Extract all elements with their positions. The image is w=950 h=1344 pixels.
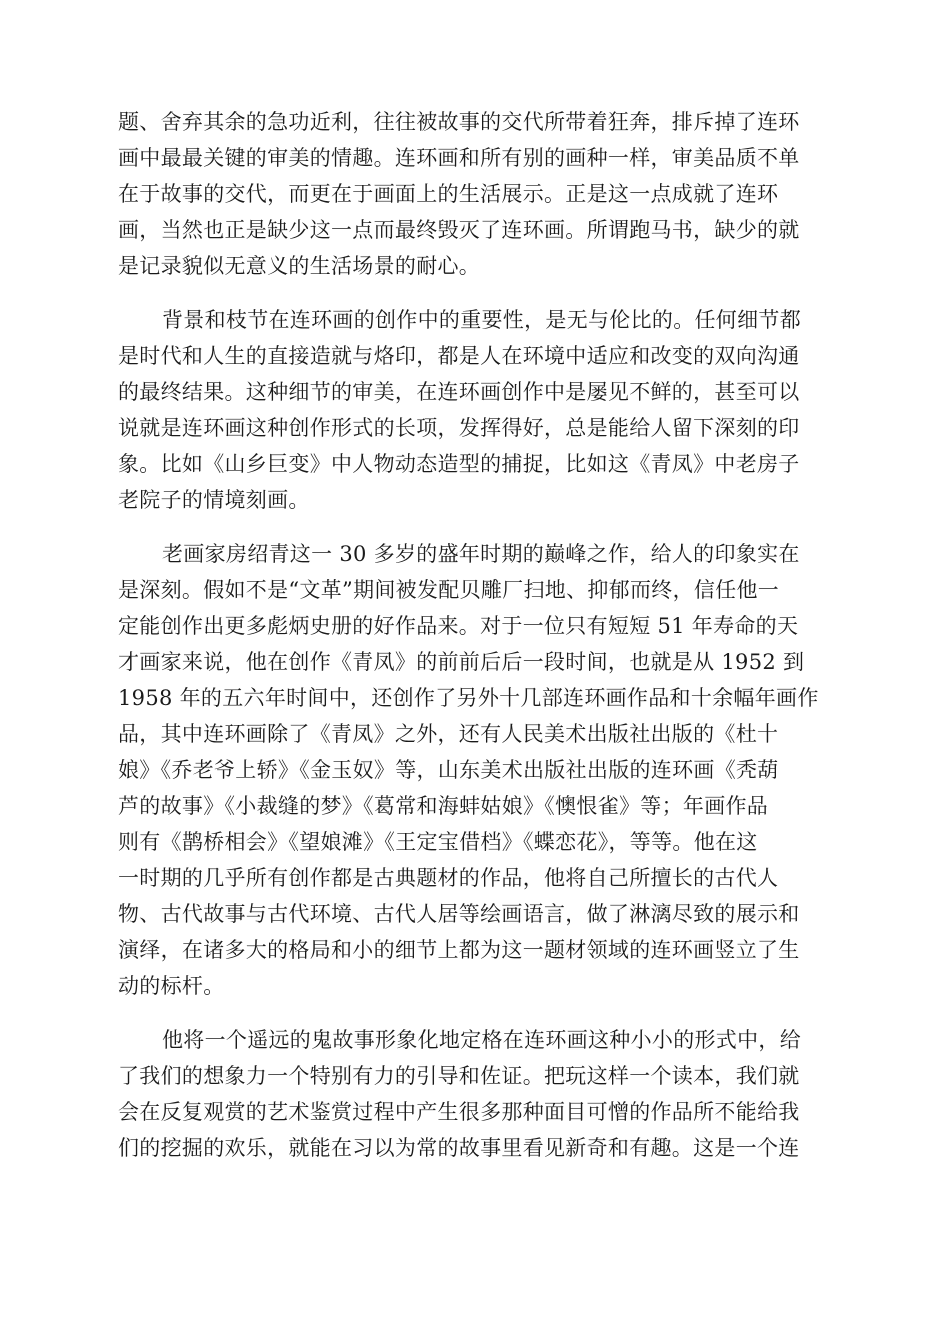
text-line: 老院子的情境刻画。: [118, 488, 310, 512]
text-line: 画，当然也正是缺少这一点而最终毁灭了连环画。所谓跑马书，缺少的就: [118, 218, 800, 242]
text-line: 题、舍弃其余的急功近利，往往被故事的交代所带着狂奔，排斥掉了连环: [118, 110, 800, 134]
text-line: 的最终结果。这种细节的审美，在连环画创作中是屡见不鲜的，甚至可以: [118, 380, 800, 404]
text-line: 是深刻。假如不是“文革”期间被发配贝雕厂扫地、抑郁而终，信任他一: [118, 578, 780, 602]
text-line: 们的挖掘的欢乐，就能在习以为常的故事里看见新奇和有趣。这是一个连: [118, 1136, 800, 1160]
document-body: [118, 104, 832, 1166]
text-line: 象。比如《山乡巨变》中人物动态造型的捕捉，比如这《青凤》中老房子: [118, 452, 800, 476]
paragraph-3: [118, 536, 832, 1004]
paragraph-spacer: [118, 518, 832, 536]
text-line: 画中最最关键的审美的情趣。连环画和所有别的画种一样，审美品质不单: [118, 146, 800, 170]
text-line: 物、古代故事与古代环境、古代人居等绘画语言，做了淋漓尽致的展示和: [118, 902, 800, 926]
text-line: 则有《鹊桥相会》《望娘滩》《王定宝借档》《蝶恋花》，等等。他在这: [118, 830, 758, 854]
text-line: 品，其中连环画除了《青凤》之外，还有人民美术出版社出版的《杜十: [118, 722, 779, 746]
paragraph-4: [118, 1022, 832, 1166]
text-line: 会在反复观赏的艺术鉴赏过程中产生很多那种面目可憎的作品所不能给我: [118, 1100, 800, 1124]
paragraph-spacer: [118, 1004, 832, 1022]
text-line: 定能创作出更多彪炳史册的好作品来。对于一位只有短短 51 年寿命的天: [118, 614, 799, 638]
text-line: 一时期的几乎所有创作都是古典题材的作品，他将自己所擅长的古代人: [118, 866, 779, 890]
text-line: 在于故事的交代，而更在于画面上的生活展示。正是这一点成就了连环: [118, 182, 779, 206]
text-line: 芦的故事》《小裁缝的梦》《葛常和海蚌姑娘》《懊恨雀》等；年画作品: [118, 794, 769, 818]
paragraph-2: [118, 302, 832, 518]
text-line: 1958 年的五六年时间中，还创作了另外十几部连环画作品和十余幅年画作: [118, 686, 819, 710]
paragraph-spacer: [118, 284, 832, 302]
paragraph-1: [118, 104, 832, 284]
text-line: 他将一个遥远的鬼故事形象化地定格在连环画这种小小的形式中，给: [162, 1028, 801, 1052]
text-line: 说就是连环画这种创作形式的长项，发挥得好，总是能给人留下深刻的印: [118, 416, 800, 440]
text-line: 动的标杆。: [118, 974, 225, 998]
text-line: 老画家房绍青这一 30 多岁的盛年时期的巅峰之作，给人的印象实在: [162, 542, 800, 566]
text-line: 才画家来说，他在创作《青凤》的前前后后一段时间，也就是从 1952 到: [118, 650, 805, 674]
text-line: 娘》《乔老爷上轿》《金玉奴》等，山东美术出版社出版的连环画《秃葫: [118, 758, 779, 782]
text-line: 了我们的想象力一个特别有力的引导和佐证。把玩这样一个读本，我们就: [118, 1064, 800, 1088]
text-line: 是时代和人生的直接造就与烙印，都是人在环境中适应和改变的双向沟通: [118, 344, 800, 368]
text-line: 是记录貌似无意义的生活场景的耐心。: [118, 254, 481, 278]
text-line: 背景和枝节在连环画的创作中的重要性，是无与伦比的。任何细节都: [162, 308, 801, 332]
text-line: 演绎，在诸多大的格局和小的细节上都为这一题材领域的连环画竖立了生: [118, 938, 800, 962]
